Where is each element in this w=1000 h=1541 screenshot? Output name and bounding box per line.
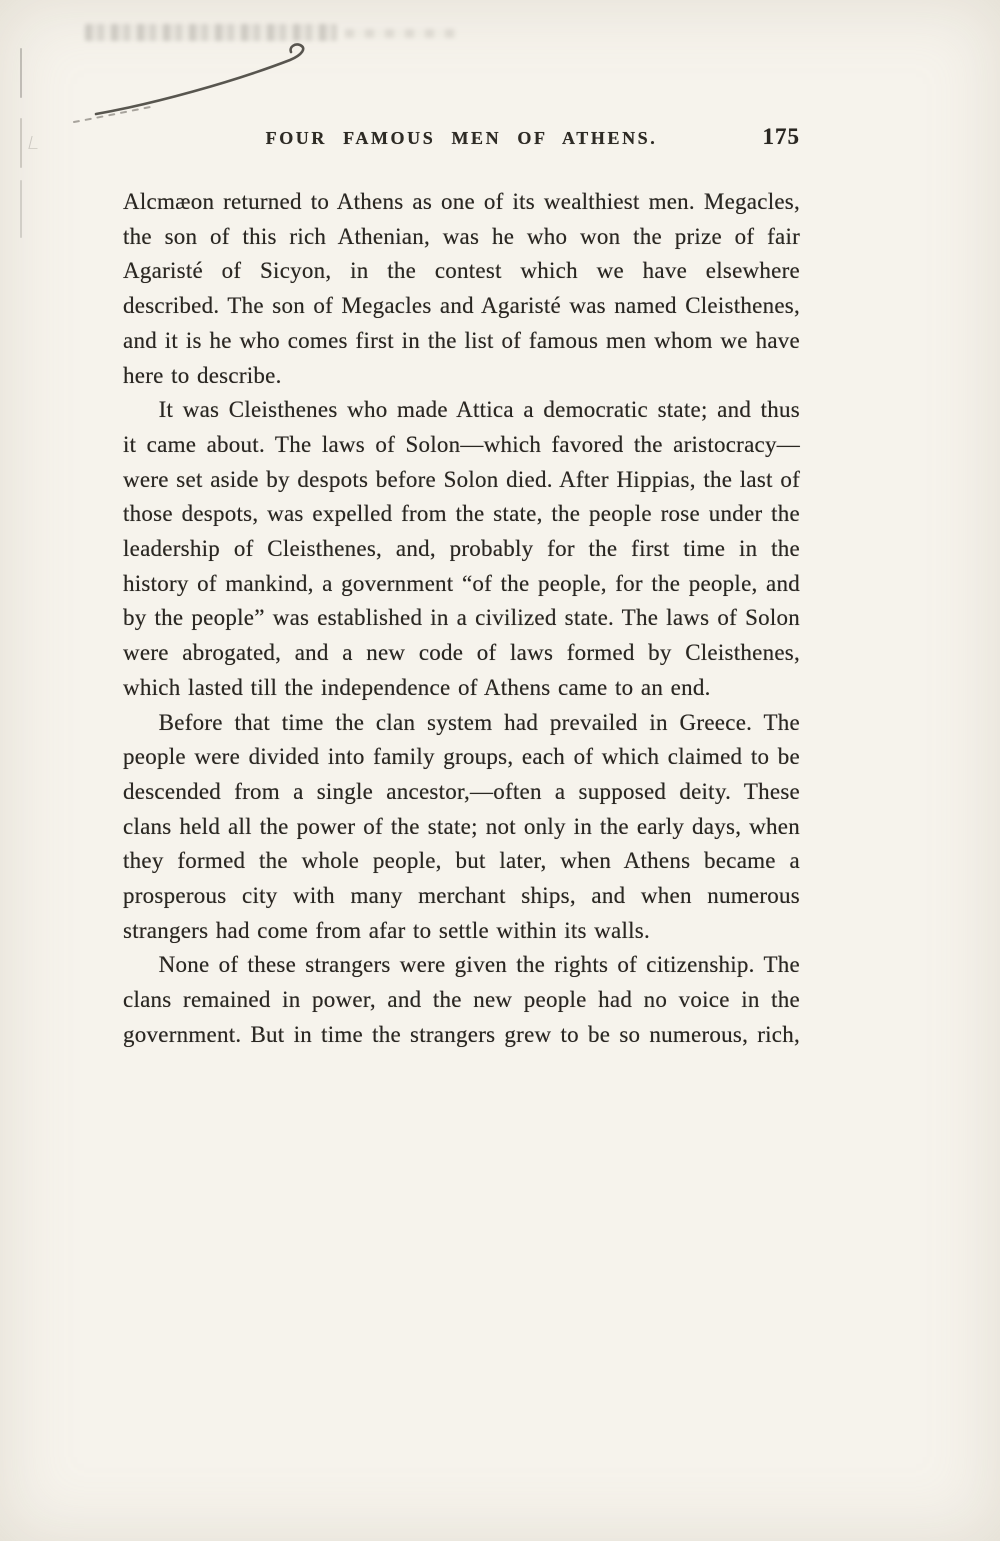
paragraph-alcmaeon: Alcmæon returned to Athens as one of its wealthiest men. Megacles, the son of this rich Athenian, was he who won the prize of fair Agaristé of Sicyon, in the contest which we have elsewhere described. The son of Megacles and Agaristé was named Cleisthenes, and it is he who comes first in the list of famous men whom we have here to describe. <box>123 189 800 388</box>
page-number: 175 <box>762 124 800 149</box>
paragraph-cleisthenes-democracy: It was Cleisthenes who made Attica a democratic state; and thus it came about. The laws of Solon—which favored the aristocracy—were set aside by despots before Solon died. After Hippias, the last of those despots, was expelled from the state, the people rose under the leadership of Cleisthenes, and, probably for the first time in the history of mankind, a government “of the people, for the people, and by the people” was established in a civilized state. The laws of Solon were abrogated, and a new code of laws formed by Cleisthenes, which lasted till the independence of Athens came to an end. <box>123 397 800 700</box>
page-edge-mark <box>20 48 22 98</box>
paragraph-clan-system: Before that time the clan system had prevailed in Greece. The people were divided into family groups, each of which claimed to be descended from a single ancestor,—often a supposed deity. These clans held all the power of the state; not only in the early days, when they formed the whole people, but later, when Athens became a prosperous city with many merchant ships, and when numerous strangers had come from afar to settle within its walls. <box>123 709 800 943</box>
text-column <box>123 124 800 1053</box>
page-header <box>123 124 800 154</box>
running-title: FOUR FAMOUS MEN OF ATHENS. <box>265 128 658 148</box>
ink-smudge-artifact-small <box>345 29 457 38</box>
page-edge-tick <box>28 136 40 149</box>
page-edge-mark <box>20 180 22 238</box>
page-edge-mark <box>20 118 22 168</box>
pen-flourish-artifact <box>58 18 358 128</box>
page-body <box>123 185 800 1053</box>
paragraph-strangers: None of these strangers were given the rights of citizenship. The clans remained in power, and the new people had no voice in the government. But in time the strangers grew to be so numerous, rich, <box>123 952 800 1047</box>
